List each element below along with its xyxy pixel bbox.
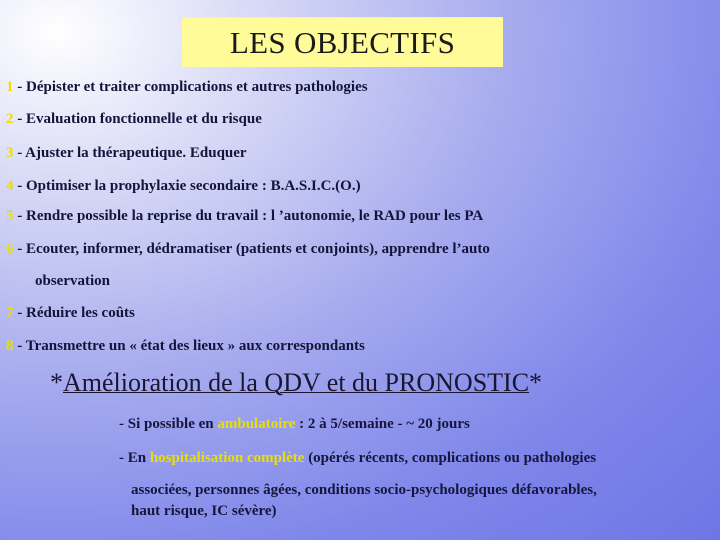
objective-text: - Réduire les coûts — [13, 305, 135, 321]
objective-number: 1 — [6, 79, 14, 95]
objective-item — [6, 111, 262, 128]
objective-text: - Ecouter, informer, dédramatiser (patients et conjoints), apprendre l’auto — [13, 241, 490, 257]
objective-item — [6, 145, 247, 162]
hospitalisation-line-3: haut risque, IC sévère) — [131, 503, 277, 519]
ambulatory-line — [119, 416, 470, 433]
objective-item — [6, 79, 368, 96]
objective-text: - Transmettre un « état des lieux » aux correspondants — [13, 338, 365, 354]
objective-number: 6 — [6, 241, 14, 257]
objective-item — [6, 178, 361, 195]
objective-text: - Evaluation fonctionnelle et du risque — [13, 111, 262, 127]
ambulatory-keyword: ambulatoire — [217, 416, 296, 432]
hospitalisation-line-2: associées, personnes âgées, conditions socio-psychologiques défavorables, — [131, 482, 597, 498]
objective-number: 3 — [6, 145, 14, 161]
page-title: LES OBJECTIFS — [229, 24, 456, 60]
highlight-suffix: * — [529, 368, 543, 397]
objective-text: - Optimiser la prophylaxie secondaire : B.A.S.I.C.(O.) — [13, 178, 361, 194]
objective-text: - Rendre possible la reprise du travail : l ’autonomie, le RAD pour les PA — [13, 208, 484, 224]
objective-number: 5 — [6, 208, 14, 224]
objective-number: 2 — [6, 111, 14, 127]
objective-item — [6, 338, 365, 355]
objective-text: - Ajuster la thérapeutique. Eduquer — [13, 145, 247, 161]
objective-continuation: observation — [35, 273, 110, 289]
highlight-text: Amélioration de la QDV et du PRONOSTIC — [63, 368, 530, 397]
objective-item — [6, 241, 490, 258]
hospitalisation-suffix: (opérés récents, complications ou pathologies — [304, 450, 597, 466]
objective-item — [6, 305, 135, 322]
highlight-statement — [50, 368, 542, 398]
objective-text: - Dépister et traiter complications et autres pathologies — [13, 79, 368, 95]
objective-number: 4 — [6, 178, 14, 194]
highlight-prefix: * — [50, 368, 63, 397]
objective-number: 7 — [6, 305, 14, 321]
title-box — [181, 17, 503, 67]
hospitalisation-prefix: - En — [119, 450, 150, 466]
ambulatory-prefix: - Si possible en — [119, 416, 218, 432]
objective-item — [6, 208, 483, 225]
hospitalisation-keyword: hospitalisation complète — [149, 450, 305, 466]
ambulatory-suffix: : 2 à 5/semaine - ~ 20 jours — [295, 416, 470, 432]
objective-number: 8 — [6, 338, 14, 354]
hospitalisation-line — [119, 450, 596, 467]
